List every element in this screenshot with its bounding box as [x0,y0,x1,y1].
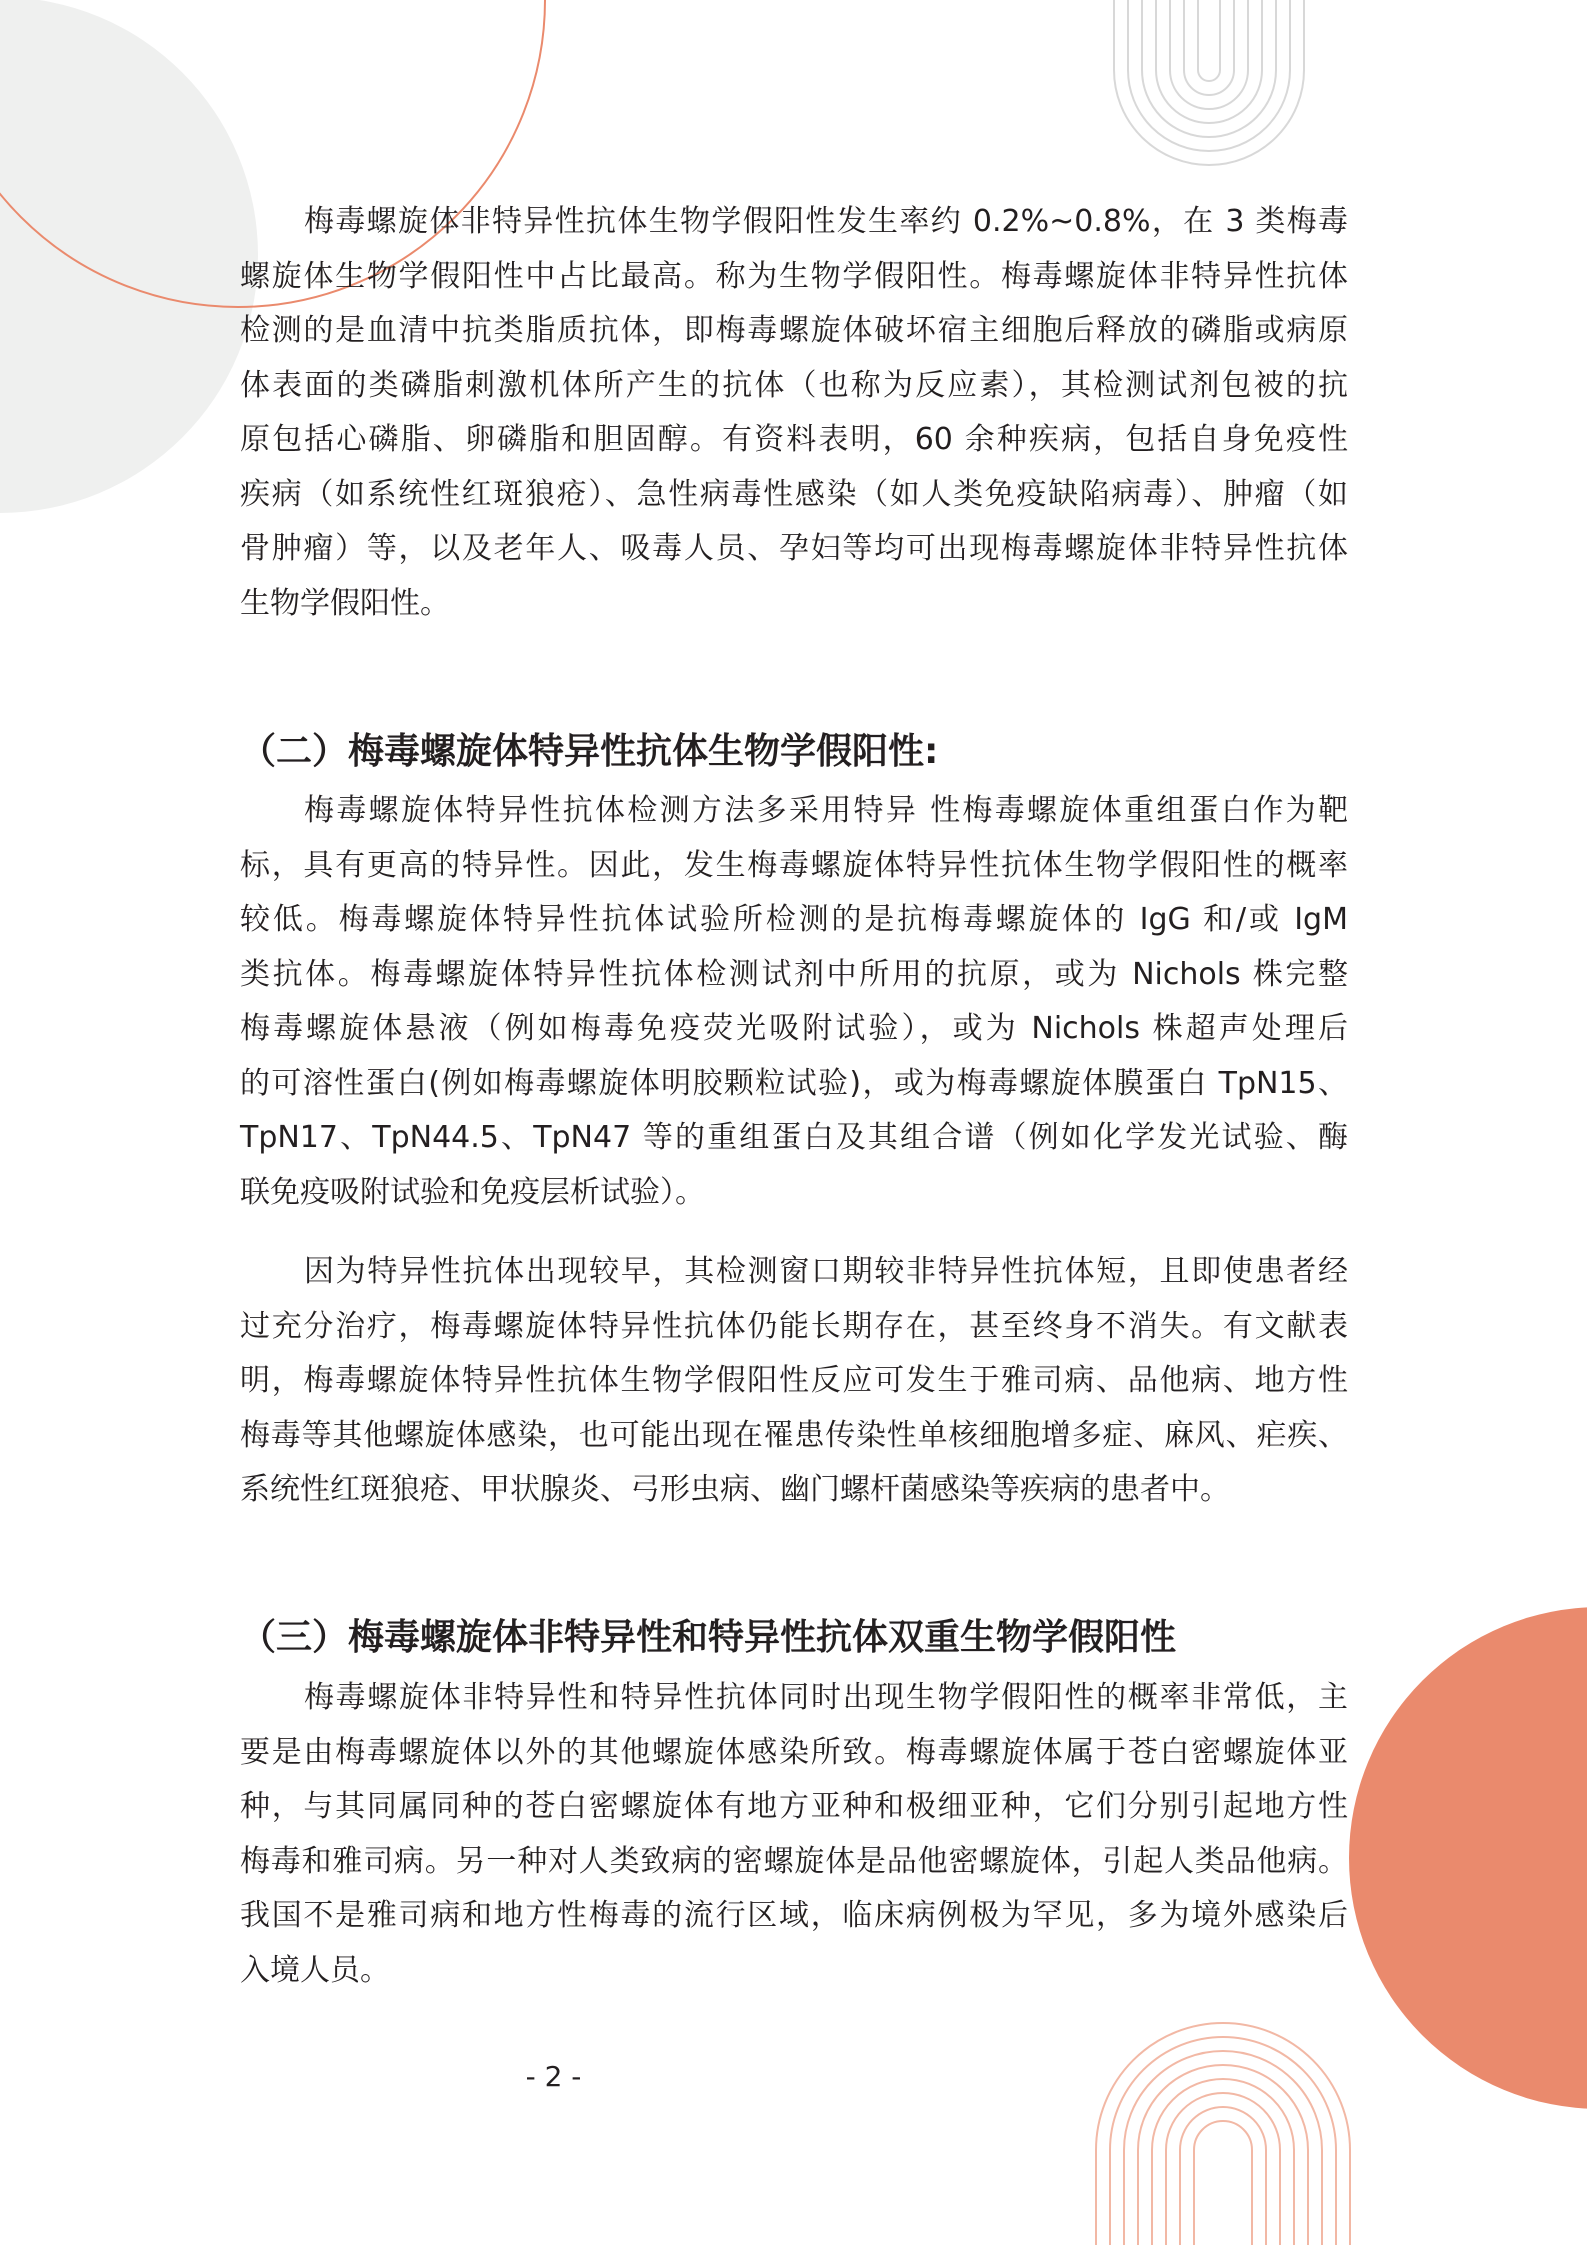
text-line: 因为特异性抗体出现较早，其检测窗口期较非特异性抗体短，且即使患者经 [304,1254,1348,1289]
text-line: 要是由梅毒螺旋体以外的其他螺旋体感染所致。梅毒螺旋体属于苍白密螺旋体亚 [240,1734,1348,1770]
text-line: 我国不是雅司病和地方性梅毒的流行区域，临床病例极为罕见，多为境外感染后 [240,1898,1348,1933]
text-line: 较低。梅毒螺旋体特异性抗体试验所检测的是抗梅毒螺旋体的 IgG 和/或 IgM [240,902,1348,937]
text-line: 种，与其同属同种的苍白密螺旋体有地方亚种和极细亚种，它们分别引起地方性 [240,1789,1348,1824]
paragraph-dual-false-positive [240,1671,1348,1998]
text-line: 检测的是血清中抗类脂质抗体，即梅毒螺旋体破坏宿主细胞后释放的磷脂或病原 [240,313,1348,348]
section-heading-3: （三）梅毒螺旋体非特异性和特异性抗体双重生物学假阳性 [240,1617,1177,1658]
text-line: 入境人员。 [240,1952,390,1988]
text-line: 梅毒等其他螺旋体感染，也可能出现在罹患传染性单核细胞增多症、麻风、疟疾、 [240,1417,1348,1453]
text-line: 梅毒螺旋体悬液（例如梅毒免疫荧光吸附试验），或为 Nichols 株超声处理后 [240,1011,1348,1046]
paragraph-treponemal-persistence [240,1245,1348,1518]
text-line: 过充分治疗，梅毒螺旋体特异性抗体仍能长期存在，甚至终身不消失。有文献表 [240,1308,1348,1344]
section-heading-2: （二）梅毒螺旋体特异性抗体生物学假阳性: [240,731,939,772]
text-line: 系统性红斑狼疮、甲状腺炎、弓形虫病、幽门螺杆菌感染等疾病的患者中。 [240,1472,1230,1507]
text-line: 的可溶性蛋白(例如梅毒螺旋体明胶颗粒试验)，或为梅毒螺旋体膜蛋白 TpN15、 [240,1065,1348,1101]
text-line: 原包括心磷脂、卵磷脂和胆固醇。有资料表明，60 余种疾病，包括自身免疫性 [240,422,1348,457]
text-line: 梅毒和雅司病。另一种对人类致病的密螺旋体是品他密螺旋体，引起人类品他病。 [240,1843,1348,1879]
page-number: - 2 - [525,2060,582,2093]
text-line: TpN17、TpN44.5、TpN47 等的重组蛋白及其组合谱（例如化学发光试验、酶 [240,1120,1348,1155]
text-line: 螺旋体生物学假阳性中占比最高。称为生物学假阳性。梅毒螺旋体非特异性抗体 [240,258,1348,294]
text-line: 联免疫吸附试验和免疫层析试验）。 [240,1174,705,1210]
text-line: 明，梅毒螺旋体特异性抗体生物学假阳性反应可发生于雅司病、品他病、地方性 [240,1363,1348,1398]
text-line: 梅毒螺旋体非特异性和特异性抗体同时出现生物学假阳性的概率非常低，主 [304,1680,1348,1715]
top-left-gray-circle [0,0,258,513]
text-line: 骨肿瘤）等，以及老年人、吸毒人员、孕妇等均可出现梅毒螺旋体非特异性抗体 [240,531,1348,566]
right-orange-circle [1349,1607,1587,2109]
top-right-line-pattern [1114,0,1304,165]
text-line: 梅毒螺旋体特异性抗体检测方法多采用特异 性梅毒螺旋体重组蛋白作为靶 [304,793,1348,828]
text-line: 标，具有更高的特异性。因此，发生梅毒螺旋体特异性抗体生物学假阳性的概率 [240,847,1348,883]
paragraph-treponemal [240,784,1348,1220]
text-line: 疾病（如系统性红斑狼疮）、急性病毒性感染（如人类免疫缺陷病毒）、肿瘤（如 [240,476,1348,512]
text-line: 梅毒螺旋体非特异性抗体生物学假阳性发生率约 0.2%~0.8%，在 3 类梅毒 [304,204,1348,239]
text-line: 生物学假阳性。 [240,585,450,621]
paragraph-nontreponemal [240,195,1348,631]
text-line: 类抗体。梅毒螺旋体特异性抗体检测试剂中所用的抗原，或为 Nichols 株完整 [240,956,1348,992]
text-line: 体表面的类磷脂刺激机体所产生的抗体（也称为反应素），其检测试剂包被的抗 [240,367,1348,403]
